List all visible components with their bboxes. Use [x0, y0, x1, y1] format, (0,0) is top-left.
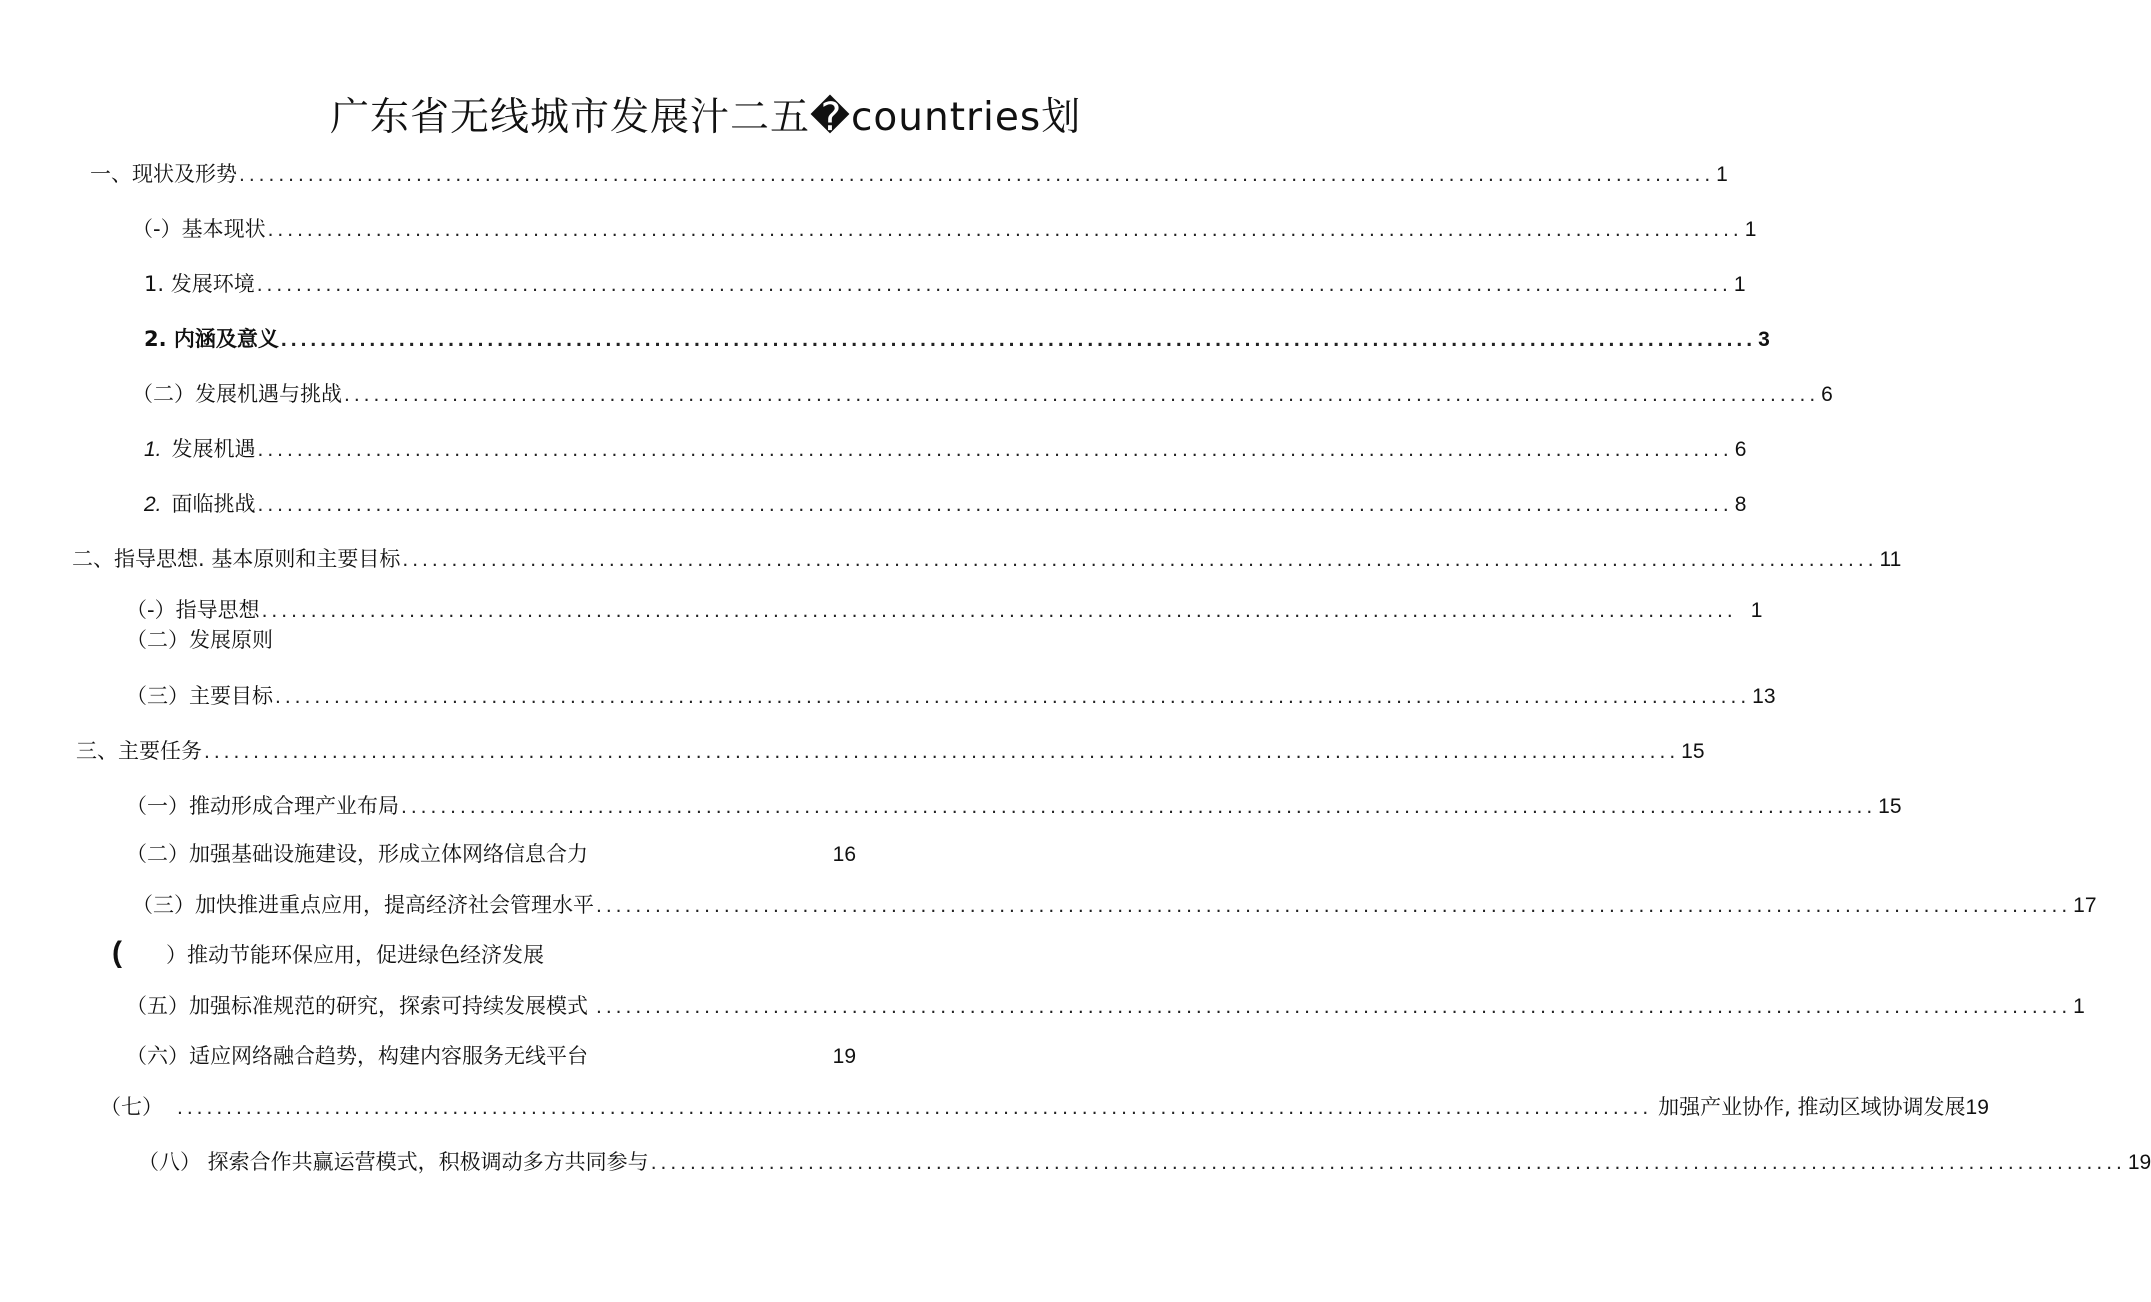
toc-entry-text: （-）指导思想	[126, 598, 260, 622]
toc-entry-text: （七）	[100, 1095, 163, 1119]
toc-leader-dots: ......................................................................................................................................................	[256, 273, 1732, 296]
toc-page-number: 1	[1733, 273, 1746, 296]
toc-entry[interactable]	[144, 433, 1747, 465]
toc-entry-text: ）推动节能环保应用，促进绿色经济发展	[166, 943, 544, 967]
toc-leader-dots: ......................................................................................................................................................	[650, 1151, 2126, 1174]
toc-leader-dots: ......................................................................................................................................................	[204, 740, 1680, 763]
toc-page-number: 1	[1744, 218, 1757, 241]
toc-entry[interactable]	[126, 624, 426, 656]
toc-entry[interactable]	[126, 594, 1763, 626]
toc-entry-text: （二）发展机遇与挑战	[132, 382, 342, 406]
toc-page-number: 6	[1821, 383, 1833, 406]
toc-entry-text: 2. 内涵及意义	[144, 327, 279, 351]
toc-page-number: 17	[2073, 894, 2097, 917]
toc-page-number: 8	[1734, 493, 1747, 516]
toc-leader-dots: ......................................................................................................................................................	[596, 995, 2072, 1018]
toc-leader-dots: ......................................................................................................................................................	[261, 599, 1737, 622]
toc-entry-text: （六）适应网络融合趋势，构建内容服务无线平台	[126, 1044, 588, 1068]
toc-entry-text: （三）加快推进重点应用，提高经济社会管理水平	[132, 893, 594, 917]
toc-page-number: 19	[2127, 1151, 2151, 1174]
toc-entry-text: 三、主要任务	[76, 739, 202, 763]
toc-entry-number: 2.	[144, 493, 162, 516]
toc-leader-dots: ......................................................................................................................................................	[239, 163, 1715, 186]
toc-page-number: 11	[1879, 548, 1902, 571]
toc-entry[interactable]	[72, 543, 1902, 575]
toc-page-number: 15	[1681, 740, 1705, 763]
toc-leader-dots: ......................................................................................................................................................	[402, 548, 1878, 571]
toc-page-number: 13	[1752, 685, 1776, 708]
toc-entry[interactable]	[76, 735, 1705, 767]
toc-leader-dots: ......................................................................................................................................................	[344, 383, 1820, 406]
toc-page-number: 1	[1750, 599, 1763, 622]
toc-entry[interactable]	[90, 158, 1728, 190]
toc-page-number: 19	[1965, 1096, 1989, 1119]
toc-entry-paren: (	[112, 936, 122, 969]
toc-entry-text: 发展机遇	[171, 437, 256, 461]
toc-page-number: 19	[832, 1045, 856, 1068]
toc-leader-dots: ......................................................................................................................................................	[257, 438, 1733, 461]
toc-leader-dots: ......................................................................................................................................................	[596, 894, 2072, 917]
toc-page-number: 1	[1716, 163, 1728, 186]
toc-entry-text-right: 加强产业协作, 推动区域协调发展	[1658, 1095, 1966, 1119]
toc-entry[interactable]	[126, 790, 1902, 822]
toc-leader-dots: ......................................................................................................................................................	[401, 795, 1877, 818]
toc-entry-text: （二）发展原则	[126, 628, 273, 652]
toc-page-number: 3	[1758, 328, 1770, 351]
toc-leader-dots: ......................................................................................................................................................	[275, 685, 1751, 708]
toc-entry-text: （-）基本现状	[132, 217, 266, 241]
toc-entry-text: （二）加强基础设施建设，形成立体网络信息合力	[126, 842, 588, 866]
toc-entry[interactable]	[126, 838, 856, 870]
toc-page-number: 16	[832, 843, 856, 866]
toc-entry[interactable]	[144, 488, 1747, 520]
toc-entry-text: 1. 发展环境	[144, 272, 255, 296]
toc-entry-number: 1.	[144, 438, 162, 461]
document-title: 广东省无线城市发展汁二五�countries划	[330, 95, 1082, 140]
toc-entry[interactable]	[166, 939, 666, 971]
toc-entry-text: （三）主要目标	[126, 684, 273, 708]
toc-entry-text: 二、指导思想. 基本原则和主要目标	[72, 547, 401, 571]
toc-entry[interactable]	[138, 1146, 2151, 1178]
toc-entry-text: （一）推动形成合理产业布局	[126, 794, 399, 818]
toc-entry[interactable]	[144, 268, 1746, 300]
toc-entry-text: 一、现状及形势	[90, 162, 237, 186]
toc-leader-dots: ......................................................................................................................................................	[257, 493, 1733, 516]
toc-page-number: 15	[1878, 795, 1902, 818]
toc-entry-text: 面临挑战	[171, 492, 256, 516]
toc-entry-text: （八） 探索合作共赢运营模式，积极调动多方共同参与	[138, 1150, 649, 1174]
toc-entry[interactable]	[126, 680, 1776, 712]
toc-entry[interactable]	[132, 378, 1833, 410]
toc-leader-dots: ......................................................................................................................................................	[177, 1096, 1653, 1119]
toc-page-number: 1	[2073, 995, 2085, 1018]
toc-entry[interactable]	[132, 889, 2097, 921]
toc-entry[interactable]	[100, 1091, 1989, 1123]
toc-leader-dots: ......................................................................................................................................................	[280, 328, 1757, 351]
toc-leader-dots: ......................................................................................................................................................	[267, 218, 1743, 241]
toc-page-number: 6	[1734, 438, 1747, 461]
toc-entry[interactable]	[132, 213, 1757, 245]
toc-entry[interactable]	[144, 323, 1770, 355]
toc-entry[interactable]	[126, 990, 2085, 1022]
toc-entry[interactable]	[126, 1040, 856, 1072]
toc-entry-text: （五）加强标准规范的研究，探索可持续发展模式	[126, 994, 588, 1018]
